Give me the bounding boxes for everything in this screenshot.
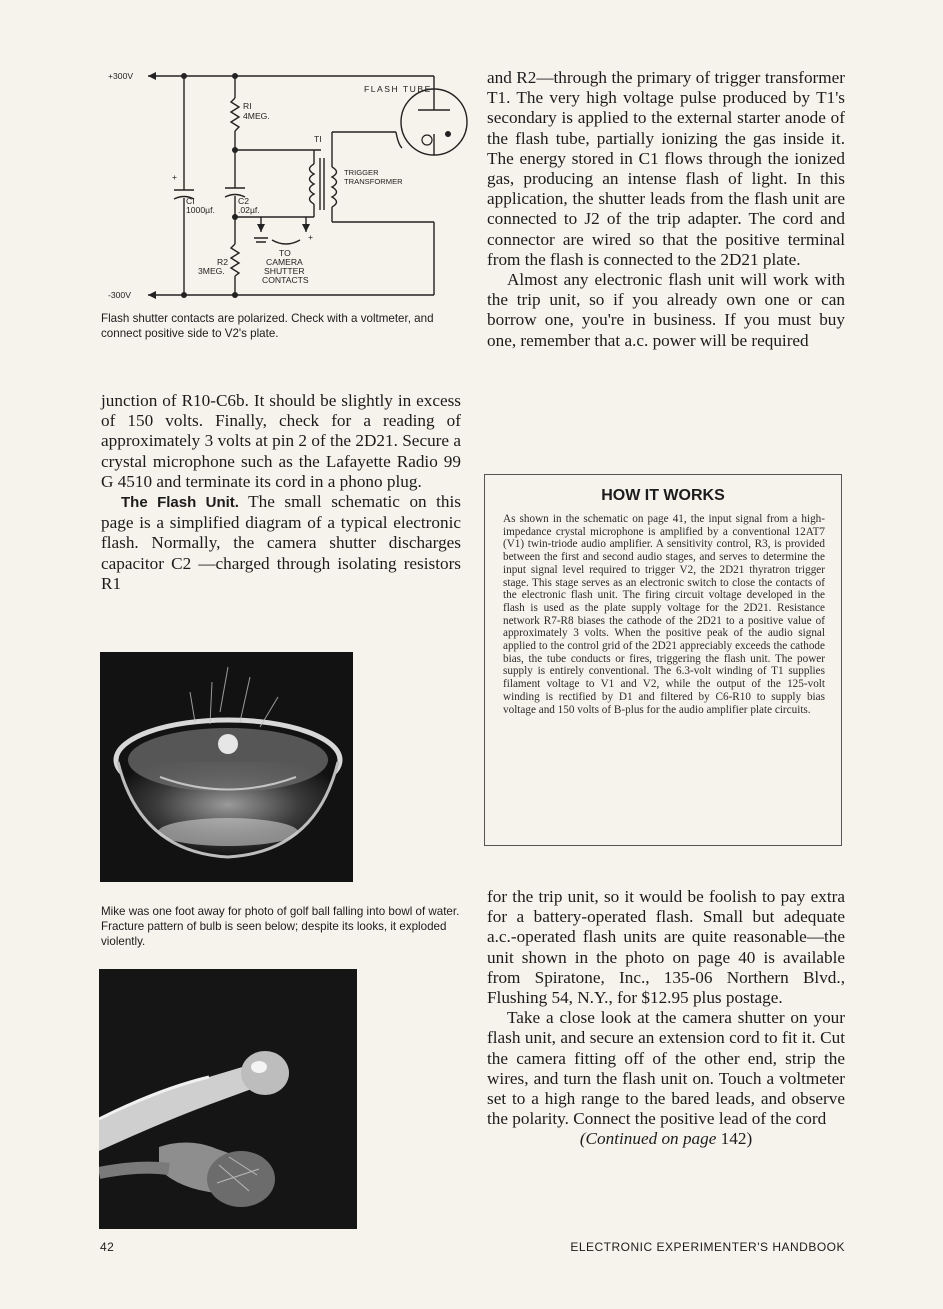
- label-r2: R2: [217, 257, 228, 267]
- left-paragraph-1: junction of R10-C6b. It should be slightly in excess of 150 volts. Finally, check for a reading of approximately 3 volts at pin 2 of the 2D21. Secure a crystal microphone such as the Lafayette Radio 99 G 4510 and terminate its cord in a phono plug.: [101, 391, 461, 491]
- how-it-works-body: As shown in the schematic on page 41, the input signal from a high-impedance crystal microphone is amplified by a conventional 12AT7 (V1) twin-triode audio amplifier. A sensitivity control, R3, is provided between the first and second audio stages, and serves to determine the input signal level required to trigger V2, the 2D21 thyratron trigger stage. This stage serves as an electronic switch to close the contacts of the electronic flash unit. The firing circuit voltage developed in the flash is used as the plate supply voltage for the 2D21. Resistance network R7-R8 biases the cathode of the 2D21 to a positive value of approximately 3 volts. When the positive peak of the audio signal applied to the control grid of the 2D21 appreciably exceeds the cathode bias, the tube conducts or fires, triggering the flash unit. The power supply is entirely conventional. The 6.3-volt winding of T1 supplies filament voltage to V1 and V2, while the output of the 125-volt winding is rectified by D1 and filtered by C6-R10 to supply bias voltage and 150 volts of B-plus for the audio amplifier plate circuits.: [503, 513, 825, 716]
- bulb-fracture-photo: [99, 969, 357, 1229]
- right-column-bottom: [487, 887, 845, 1150]
- right-column-top: [487, 68, 845, 351]
- label-c2-value: .02µf.: [238, 205, 260, 215]
- label-contacts: CONTACTS: [262, 275, 309, 285]
- label-flash-tube: FLASH TUBE: [364, 84, 432, 94]
- flash-unit-heading: The Flash Unit.: [121, 494, 239, 512]
- label-c1-value: 1000µf.: [186, 205, 215, 215]
- label-to: TO: [279, 248, 291, 258]
- right-paragraph-4: Take a close look at the camera shutter on your flash unit, and secure an extension cord to fit it. Cut the camera fitting off of the other end, strip the wires, and turn the flash unit on. Touch a voltmeter set to a high range to the bared leads, and observe the polarity. Connect the positive lead of the cord: [487, 1008, 845, 1129]
- right-paragraph-3: for the trip unit, so it would be foolish to pay extra for a battery-operated flash. Small but adequate a.c.-operated flash units are quite reasonable—the unit shown in the photo on page 40 is available from Spiratone, Inc., 135-06 Northern Blvd., Flushing 54, N.Y., for $12.95 plus postage.: [487, 887, 845, 1008]
- label-r1-value: 4MEG.: [243, 111, 270, 121]
- right-paragraph-2: Almost any electronic flash unit will work with the trip unit, so if you already own one or can borrow one, you're in business. If you must buy one, remember that a.c. power will be required: [487, 270, 845, 350]
- label-transformer: TRANSFORMER: [344, 177, 403, 186]
- right-paragraph-1: and R2—through the primary of trigger transformer T1. The very high voltage pulse produced by T1's secondary is applied to the external starter anode of the flash tube, partially ionizing the gas inside it. The energy stored in C1 flows through the ionized gas, producing an intense flash of light. In this application, the shutter leads from the flash unit are connected to J2 of the trip adapter. The cord and connector are wired so that the positive terminal from the flash is connected to the 2D21 plate.: [487, 68, 845, 269]
- label-c2: C2: [238, 196, 249, 206]
- how-it-works-box: [484, 474, 842, 846]
- label-plus-terminal: +: [172, 172, 178, 182]
- label-plus-300v: +300V: [108, 71, 134, 81]
- label-r2-value: 3MEG.: [198, 266, 225, 276]
- page-number: 42: [100, 1240, 115, 1254]
- flash-schematic: [96, 62, 468, 312]
- continued-text: (Continued on page: [579, 1129, 717, 1149]
- label-r1: RI: [243, 101, 252, 111]
- label-c1: CI: [186, 196, 195, 206]
- label-t1: TI: [314, 134, 322, 144]
- continued-note: [487, 1129, 845, 1149]
- label-shutter: SHUTTER: [264, 266, 305, 276]
- label-minus-contact: -: [254, 232, 257, 242]
- label-plus-contact: +: [308, 232, 314, 242]
- label-minus-300v: -300V: [108, 290, 131, 300]
- left-column: [101, 391, 461, 594]
- bowl-photo-caption: Mike was one foot away for photo of golf ball falling into bowl of water. Fracture pattern of bulb is seen below; despite its looks, it exploded violently.: [101, 905, 460, 948]
- golf-ball-bowl-photo: [100, 652, 353, 882]
- left-paragraph-2-text: The small schematic on this page is a simplified diagram of a typical electronic flash. Normally, the camera shutter discharges capacitor C2 —charged through isolating resistors R1: [101, 492, 461, 593]
- schematic-caption: Flash shutter contacts are polarized. Check with a voltmeter, and connect positive side to V2's plate.: [101, 312, 434, 340]
- continued-page: 142): [720, 1129, 753, 1149]
- label-trigger: TRIGGER: [344, 168, 379, 177]
- label-camera: CAMERA: [266, 257, 303, 267]
- how-it-works-title: HOW IT WORKS: [601, 487, 725, 504]
- publication-title: ELECTRONIC EXPERIMENTER'S HANDBOOK: [570, 1240, 845, 1254]
- left-paragraph-2: [101, 492, 461, 594]
